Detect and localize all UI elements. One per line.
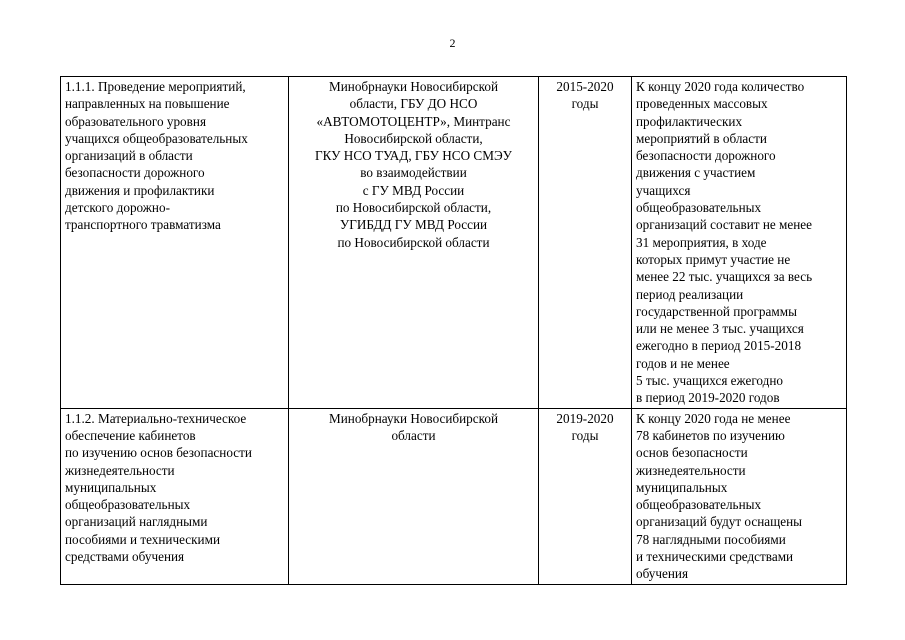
result-text: К концу 2020 года количество проведенных массовых профилактических мероприятий в области безопасности дорожного движения с участием учащихся общеобразовательных организаций составит не менее 31 мероприятия, в ходе которых примут участие не менее 22 тыс. учащихся за весь период реализации государственной программы или не менее 3 тыс. учащихся ежегодно в период 2015-2018 годов и не менее 5 тыс. учащихся ежегодно в период 2019-2020 годов xyxy=(636,79,813,406)
period-cell xyxy=(539,408,632,584)
executors-cell xyxy=(289,77,539,409)
period-text: 2015-2020 годы xyxy=(556,79,614,112)
period-text: 2019-2020 годы xyxy=(556,410,614,443)
activity-text: 1.1.2. Материально-техническое обеспечение кабинетов по изучению основ безопасности жизнедеятельности муниципальных общеобразовательных организаций наглядными пособиями и техническими средствами обучения xyxy=(65,410,252,565)
executors-text: Минобрнауки Новосибирской области xyxy=(328,410,499,443)
table-row xyxy=(61,408,847,584)
activity-cell xyxy=(61,77,289,409)
result-cell xyxy=(632,77,847,409)
period-cell xyxy=(539,77,632,409)
executors-cell xyxy=(289,408,539,584)
page-number: 2 xyxy=(449,36,456,50)
activity-cell xyxy=(61,408,289,584)
result-cell xyxy=(632,408,847,584)
table-row xyxy=(61,77,847,409)
result-text: К концу 2020 года не менее 78 кабинетов по изучению основ безопасности жизнедеятельности муниципальных общеобразовательных организаций будут оснащены 78 наглядными пособиями и техническими средствами обучения xyxy=(636,410,803,582)
activity-text: 1.1.1. Проведение мероприятий, направленных на повышение образовательного уровня учащихся общеобразовательных организаций в области безопасности дорожного движения и профилактики детского дорожно- транспортного травматизма xyxy=(65,79,248,233)
executors-text: Минобрнауки Новосибирской области, ГБУ ДО НСО «АВТОМОТОЦЕНТР», Минтранс Новосибирской области, ГКУ НСО ТУАД, ГБУ НСО СМЭУ во взаимодействии с ГУ МВД России по Новосибирской области, УГИБДД ГУ МВД России по Новосибирской области xyxy=(315,79,512,250)
program-activities-table xyxy=(60,76,847,585)
